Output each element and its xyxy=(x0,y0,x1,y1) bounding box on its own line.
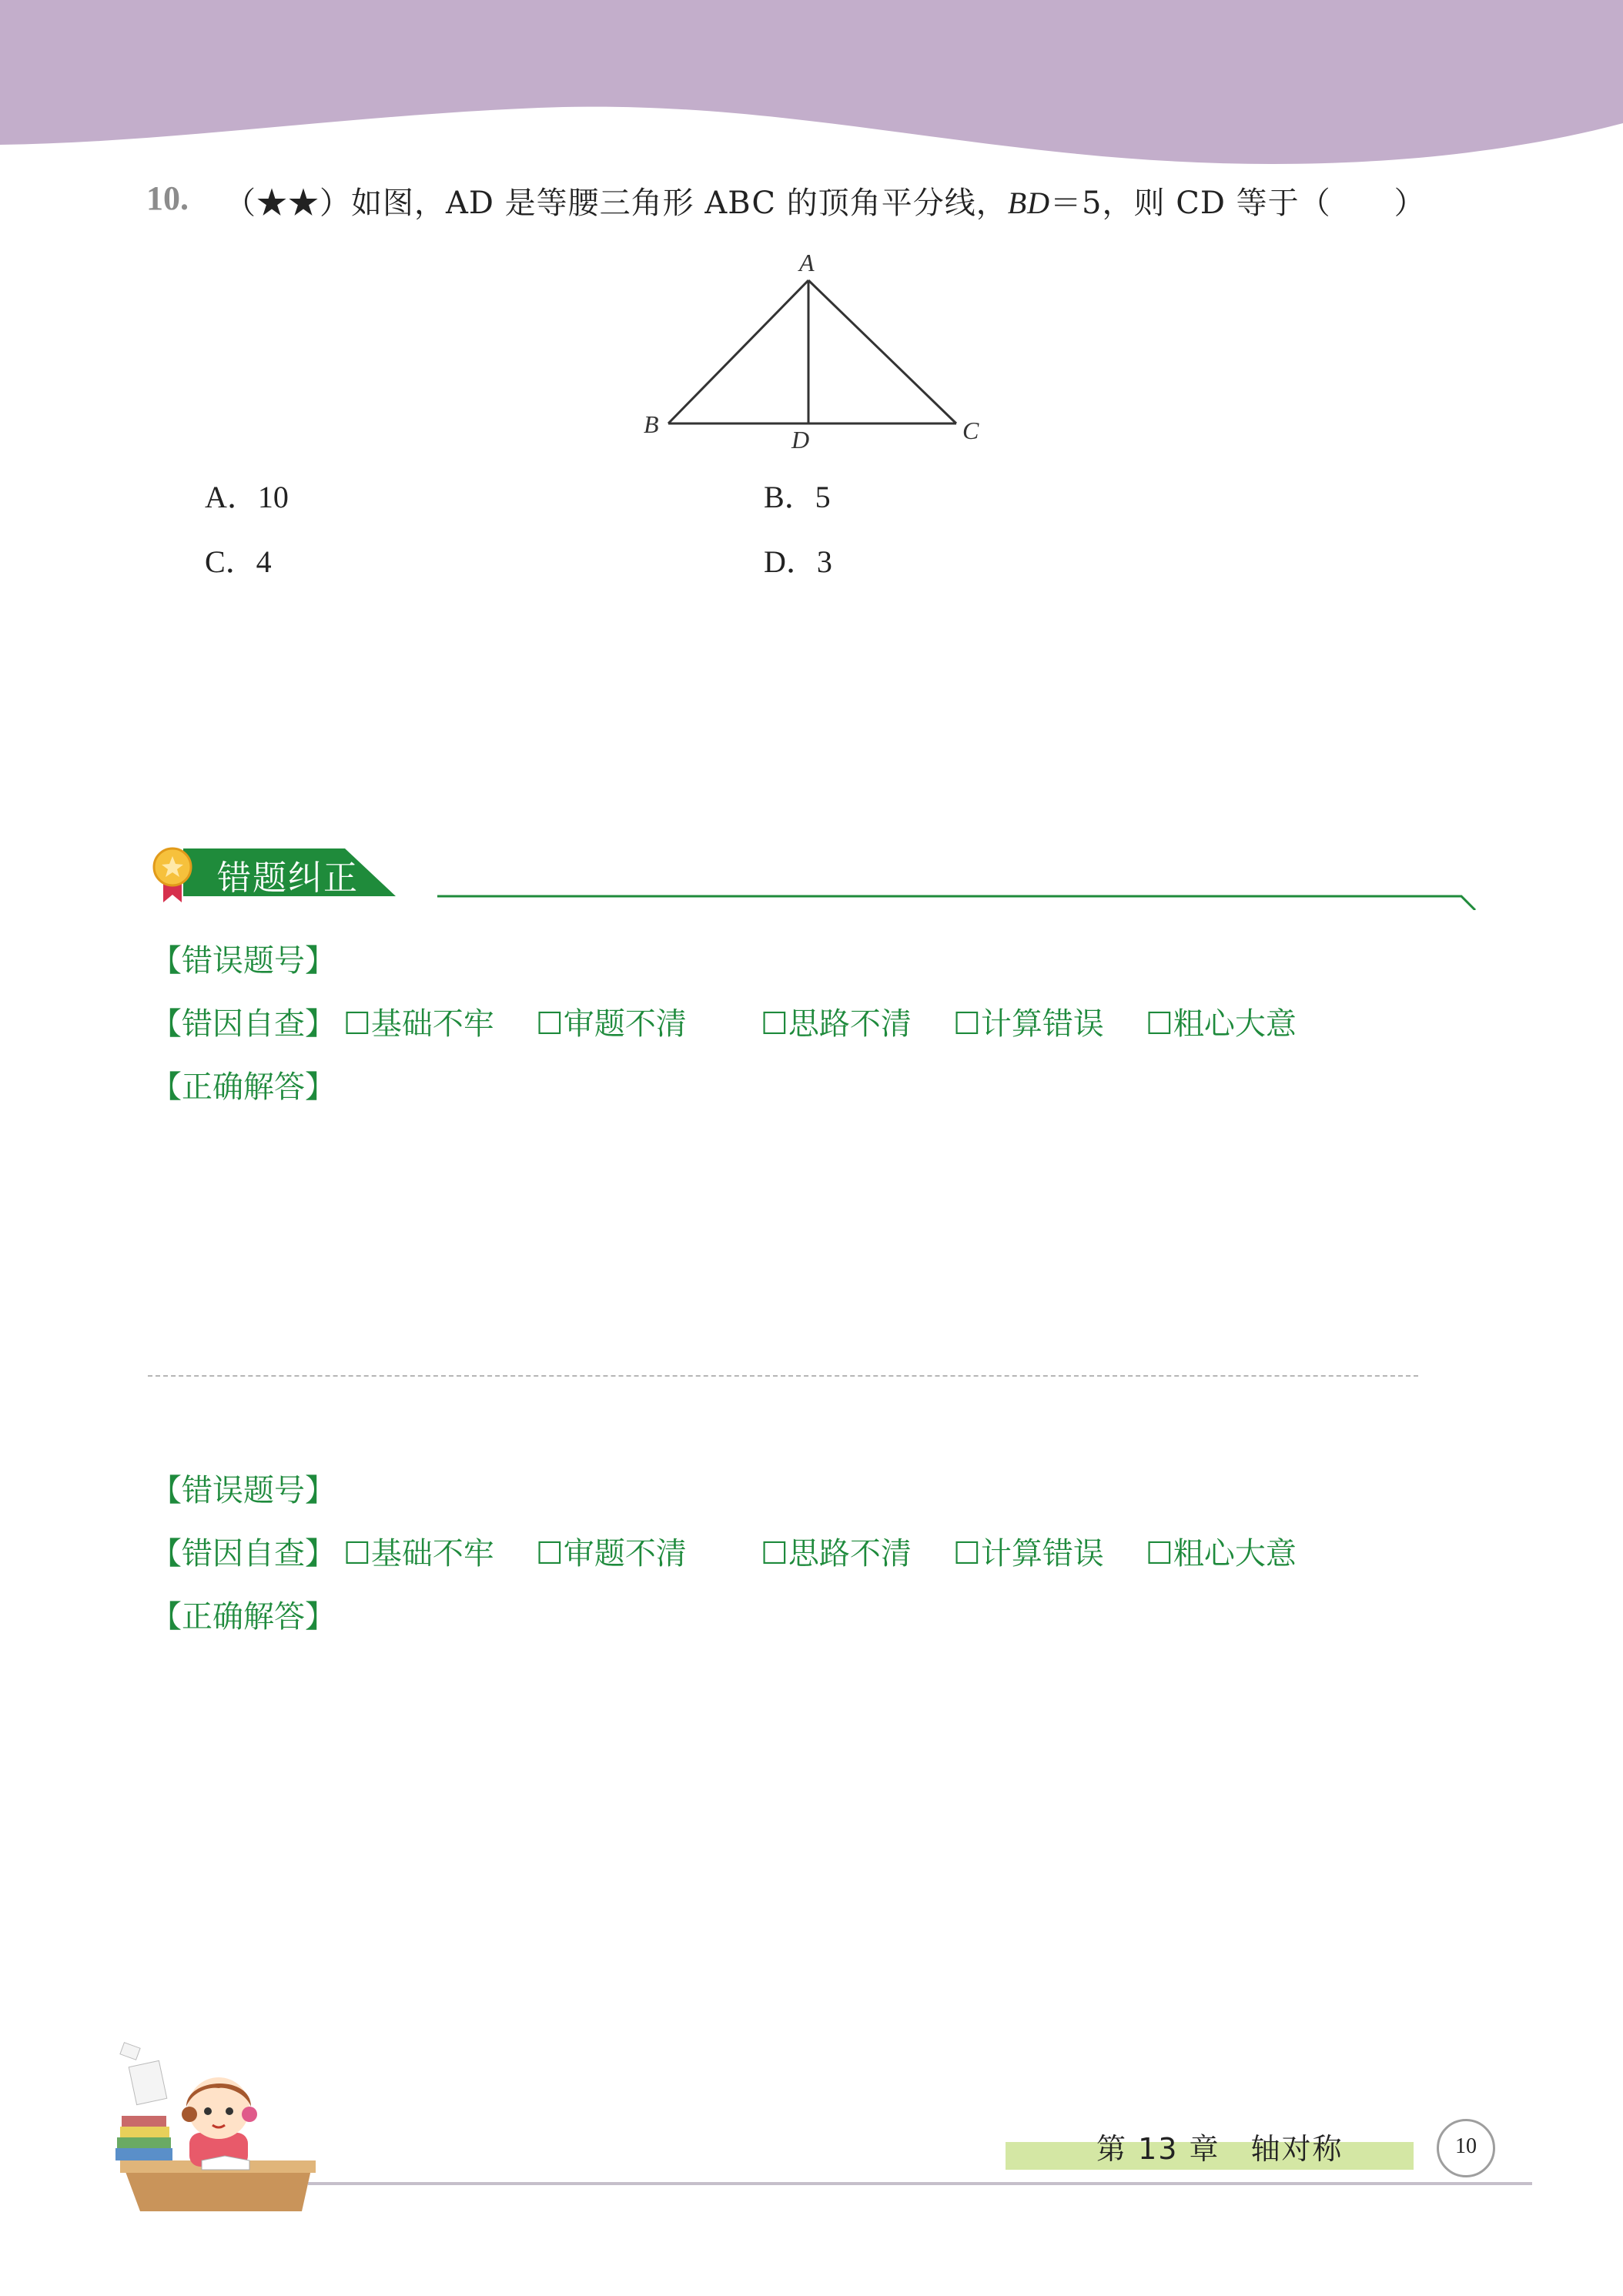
label-d: D xyxy=(791,426,810,453)
cause-text: 基础不牢 xyxy=(370,1536,494,1571)
page-number: 10 xyxy=(1455,2134,1477,2158)
triangle-figure xyxy=(639,245,993,453)
section-title: 错题纠正 xyxy=(217,858,359,898)
cause-text: 粗心大意 xyxy=(1173,1536,1297,1571)
question-text xyxy=(225,179,1426,223)
cause-text: 计算错误 xyxy=(980,1536,1104,1571)
answer-label-1: 【正确解答】 xyxy=(151,1069,336,1105)
question-text-suffix: ＝5，则 CD 等于（ ） xyxy=(1050,186,1426,221)
section-rule xyxy=(437,887,1477,910)
student-illustration xyxy=(109,2040,325,2217)
cause-checkbox-reading-2[interactable]: ☐审题不清 xyxy=(536,1536,687,1571)
wrong-number-label-1: 【错误题号】 xyxy=(151,943,336,979)
cause-text: 思路不清 xyxy=(788,1006,912,1042)
cause-text: 思路不清 xyxy=(788,1536,912,1571)
cause-checkbox-careless-2[interactable]: ☐粗心大意 xyxy=(1146,1536,1297,1571)
footer-rule xyxy=(308,2182,1532,2185)
side-ab xyxy=(668,280,808,423)
cause-label-1: 【错因自查】 xyxy=(151,1006,336,1042)
cause-checkbox-careless-1[interactable]: ☐粗心大意 xyxy=(1146,1006,1297,1042)
option-d[interactable]: D．3 xyxy=(764,544,832,579)
cause-text: 粗心大意 xyxy=(1173,1006,1297,1042)
wrong-number-label-2: 【错误题号】 xyxy=(151,1473,336,1508)
label-b: B xyxy=(644,410,659,438)
cause-checkbox-thinking-1[interactable]: ☐思路不清 xyxy=(761,1006,912,1042)
cause-label-2: 【错因自查】 xyxy=(151,1536,336,1571)
label-c: C xyxy=(962,417,979,444)
answer-label-2: 【正确解答】 xyxy=(151,1599,336,1635)
cause-text: 审题不清 xyxy=(563,1006,687,1042)
cause-checkbox-calculation-1[interactable]: ☐计算错误 xyxy=(953,1006,1104,1042)
cause-checkbox-calculation-2[interactable]: ☐计算错误 xyxy=(953,1536,1104,1571)
cause-text: 计算错误 xyxy=(980,1006,1104,1042)
option-b[interactable]: B．5 xyxy=(764,480,831,514)
option-c[interactable]: C．4 xyxy=(205,544,272,579)
cause-checkbox-thinking-2[interactable]: ☐思路不清 xyxy=(761,1536,912,1571)
header-wave xyxy=(0,0,1623,177)
cause-checkbox-reading-1[interactable]: ☐审题不清 xyxy=(536,1006,687,1042)
question-text-prefix: （★★）如图，AD 是等腰三角形 ABC 的顶角平分线， xyxy=(225,186,1008,221)
divider xyxy=(148,1375,1418,1377)
chapter-title: 第 13 章 轴对称 xyxy=(1096,2132,1344,2166)
side-ac xyxy=(808,280,956,423)
question-text-math: BD xyxy=(1007,186,1051,220)
cause-text: 基础不牢 xyxy=(370,1006,494,1042)
option-a[interactable]: A．10 xyxy=(205,480,289,514)
cause-text: 审题不清 xyxy=(563,1536,687,1571)
question-number: 10. xyxy=(146,179,189,217)
cause-checkbox-basics-2[interactable]: ☐基础不牢 xyxy=(343,1536,494,1571)
label-a: A xyxy=(799,249,815,276)
cause-checkbox-basics-1[interactable]: ☐基础不牢 xyxy=(343,1006,494,1042)
